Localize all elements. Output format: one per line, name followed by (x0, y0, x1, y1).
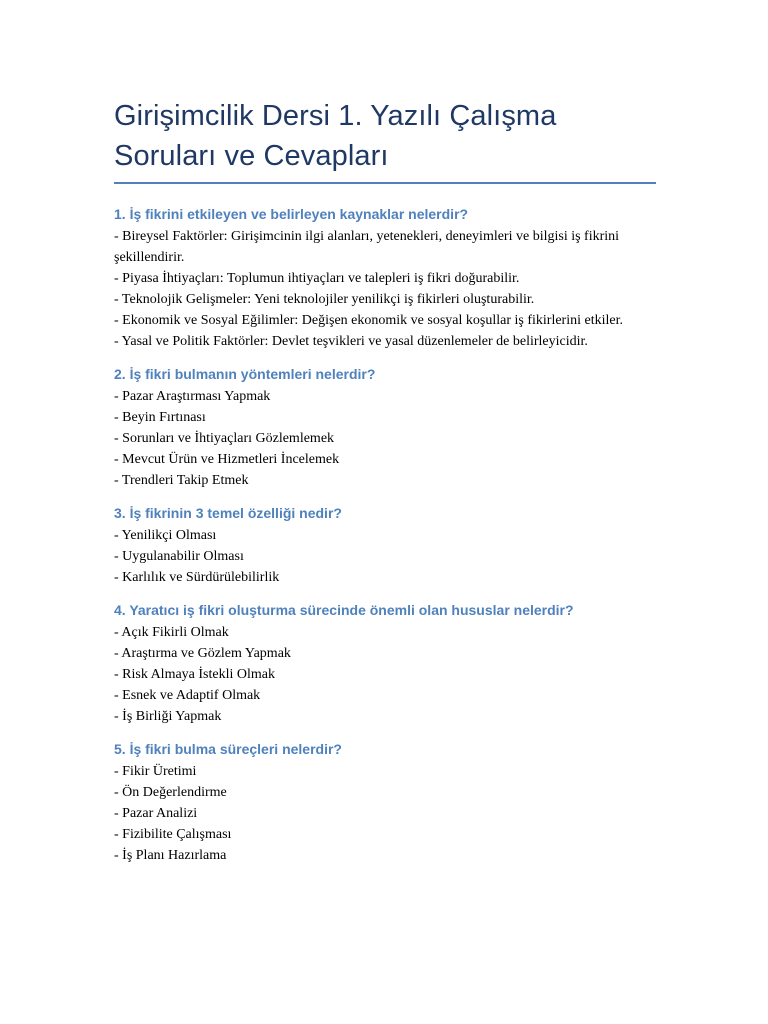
answer-item: - Yasal ve Politik Faktörler: Devlet teşvikleri ve yasal düzenlemeler de belirleyicidir. (114, 334, 588, 349)
section-2 (114, 364, 656, 491)
answer-item: - Bireysel Faktörler: Girişimcinin ilgi alanları, yetenekleri, deneyimleri ve bilgisi iş fikrini şekillendirir. (114, 229, 620, 265)
answer-item: - Risk Almaya İstekli Olmak (114, 667, 275, 682)
answer-item: - İş Birliği Yapmak (114, 709, 222, 724)
answer-item: - Piyasa İhtiyaçları: Toplumun ihtiyaçları ve talepleri iş fikri doğurabilir. (114, 271, 520, 286)
answer-item: - Mevcut Ürün ve Hizmetleri İncelemek (114, 452, 340, 467)
answer-item: - Araştırma ve Gözlem Yapmak (114, 646, 291, 661)
document-title: Girişimcilik Dersi 1. Yazılı Çalışma Soruları ve Cevapları (114, 96, 656, 184)
answer-item: - Karlılık ve Sürdürülebilirlik (114, 570, 280, 585)
answer-list (114, 622, 656, 727)
section-heading: 5. İş fikri bulma süreçleri nelerdir? (114, 741, 342, 757)
answer-item: - Ön Değerlendirme (114, 785, 227, 800)
section-1 (114, 204, 656, 352)
section-3 (114, 503, 656, 588)
answer-item: - Trendleri Takip Etmek (114, 473, 249, 488)
answer-item: - Uygulanabilir Olması (114, 549, 244, 564)
answer-list (114, 525, 656, 588)
answer-item: - Yenilikçi Olması (114, 528, 217, 543)
section-heading: 2. İş fikri bulmanın yöntemleri nelerdir? (114, 366, 376, 382)
answer-item: - Esnek ve Adaptif Olmak (114, 688, 261, 703)
section-heading: 4. Yaratıcı iş fikri oluşturma sürecinde önemli olan hususlar nelerdir? (114, 602, 574, 618)
answer-item: - Ekonomik ve Sosyal Eğilimler: Değişen ekonomik ve sosyal koşullar iş fikirlerini etkiler. (114, 313, 623, 328)
answer-item: - Açık Fikirli Olmak (114, 625, 229, 640)
section-5 (114, 739, 656, 866)
answer-list (114, 386, 656, 491)
answer-item: - Teknolojik Gelişmeler: Yeni teknolojiler yenilikçi iş fikirleri oluşturabilir. (114, 292, 535, 307)
section-heading: 3. İş fikrinin 3 temel özelliği nedir? (114, 505, 342, 521)
answer-item: - Fizibilite Çalışması (114, 827, 232, 842)
answer-item: - Pazar Analizi (114, 806, 198, 821)
answer-list (114, 761, 656, 866)
answer-item: - Sorunları ve İhtiyaçları Gözlemlemek (114, 431, 335, 446)
answer-item: - Beyin Fırtınası (114, 410, 206, 425)
answer-item: - Fikir Üretimi (114, 764, 197, 779)
document-page (114, 96, 656, 866)
section-4 (114, 600, 656, 727)
section-heading: 1. İş fikrini etkileyen ve belirleyen kaynaklar nelerdir? (114, 206, 469, 222)
answer-item: - İş Planı Hazırlama (114, 848, 227, 863)
answer-item: - Pazar Araştırması Yapmak (114, 389, 271, 404)
answer-list (114, 226, 656, 352)
